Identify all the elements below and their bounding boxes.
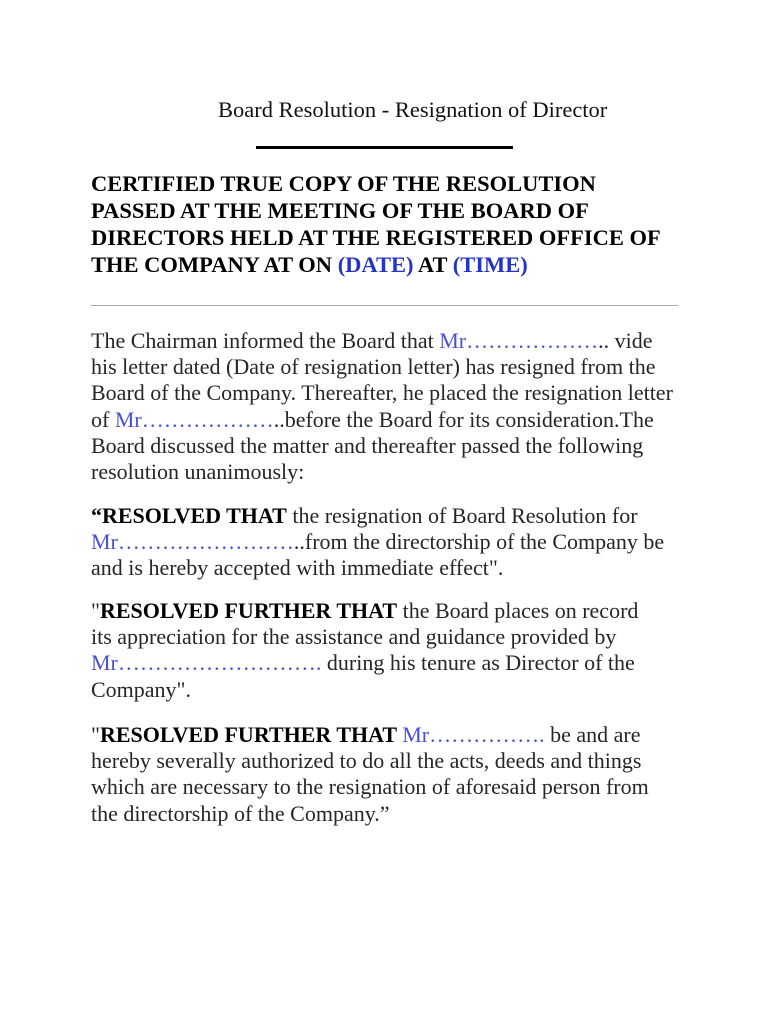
body-text: the Board places on record <box>397 598 639 623</box>
resolved-acceptance-paragraph <box>91 503 664 582</box>
time-placeholder: (TIME) <box>452 252 528 277</box>
paragraph-line: the directorship of the Company.” <box>91 800 390 826</box>
heading-line: CERTIFIED TRUE COPY OF THE RESOLUTION <box>91 171 596 196</box>
paragraph-line: his letter dated (Date of resignation letter) has resigned from the <box>91 354 656 380</box>
director-name-placeholder: Mr……………… <box>439 328 599 353</box>
paragraph-line <box>91 650 638 676</box>
chairman-intro-paragraph <box>91 328 673 485</box>
heading-line: PASSED AT THE MEETING OF THE BOARD OF <box>91 198 589 223</box>
heading-text: THE COMPANY AT ON <box>91 252 338 277</box>
paragraph-line: resolution unanimously: <box>91 459 305 485</box>
resolution-keyword: RESOLVED FURTHER THAT <box>99 722 403 747</box>
body-text: of <box>91 406 115 432</box>
section-divider <box>91 305 678 306</box>
heading-text: AT <box>413 252 453 277</box>
paragraph-line: and is hereby accepted with immediate effect". <box>91 555 504 581</box>
paragraph-line <box>91 529 664 555</box>
title-underline <box>256 146 513 149</box>
date-placeholder: (DATE) <box>337 252 414 277</box>
body-text: the resignation of Board Resolution for <box>286 503 638 528</box>
director-name-placeholder: Mr……………… <box>114 406 274 432</box>
certified-copy-heading <box>91 170 661 278</box>
paragraph-line: which are necessary to the resignation of aforesaid person from <box>91 774 649 800</box>
paragraph-line: Company". <box>91 676 192 702</box>
document-title: Board Resolution - Resignation of Director <box>218 97 608 122</box>
resolution-keyword: RESOLVED FURTHER THAT <box>99 598 398 623</box>
body-text: ..from the directorship of the Company be <box>293 529 665 555</box>
heading-line: DIRECTORS HELD AT THE REGISTERED OFFICE OF <box>91 225 661 250</box>
opening-quote: " <box>91 722 100 747</box>
paragraph-line: its appreciation for the assistance and guidance provided by <box>91 624 617 650</box>
resolution-keyword: “RESOLVED THAT <box>91 503 287 528</box>
opening-quote: " <box>91 598 100 623</box>
heading-line <box>91 251 661 278</box>
body-text: The Chairman informed the Board that <box>91 328 440 353</box>
paragraph-line <box>91 503 664 529</box>
paragraph-line: Board discussed the matter and thereafter passed the following <box>91 432 644 458</box>
paragraph-line: hereby severally authorized to do all the acts, deeds and things <box>91 748 642 774</box>
body-text: during his tenure as Director of the <box>321 650 635 676</box>
director-name-placeholder: Mr………………………. <box>91 650 322 676</box>
paragraph-line <box>91 598 638 624</box>
paragraph-line: Board of the Company. Thereafter, he placed the resignation letter <box>91 380 673 406</box>
director-name-placeholder: Mr……………. <box>402 722 545 747</box>
body-text: be and are <box>544 722 641 747</box>
resolved-appreciation-paragraph <box>91 598 638 703</box>
paragraph-line <box>91 328 673 354</box>
body-text: ..before the Board for its consideration.The <box>273 406 654 432</box>
paragraph-line <box>91 722 649 748</box>
resolved-authorization-paragraph <box>91 722 649 827</box>
body-text: .. vide <box>598 328 653 353</box>
paragraph-line <box>91 407 673 433</box>
director-name-placeholder: Mr…………………… <box>91 529 294 555</box>
